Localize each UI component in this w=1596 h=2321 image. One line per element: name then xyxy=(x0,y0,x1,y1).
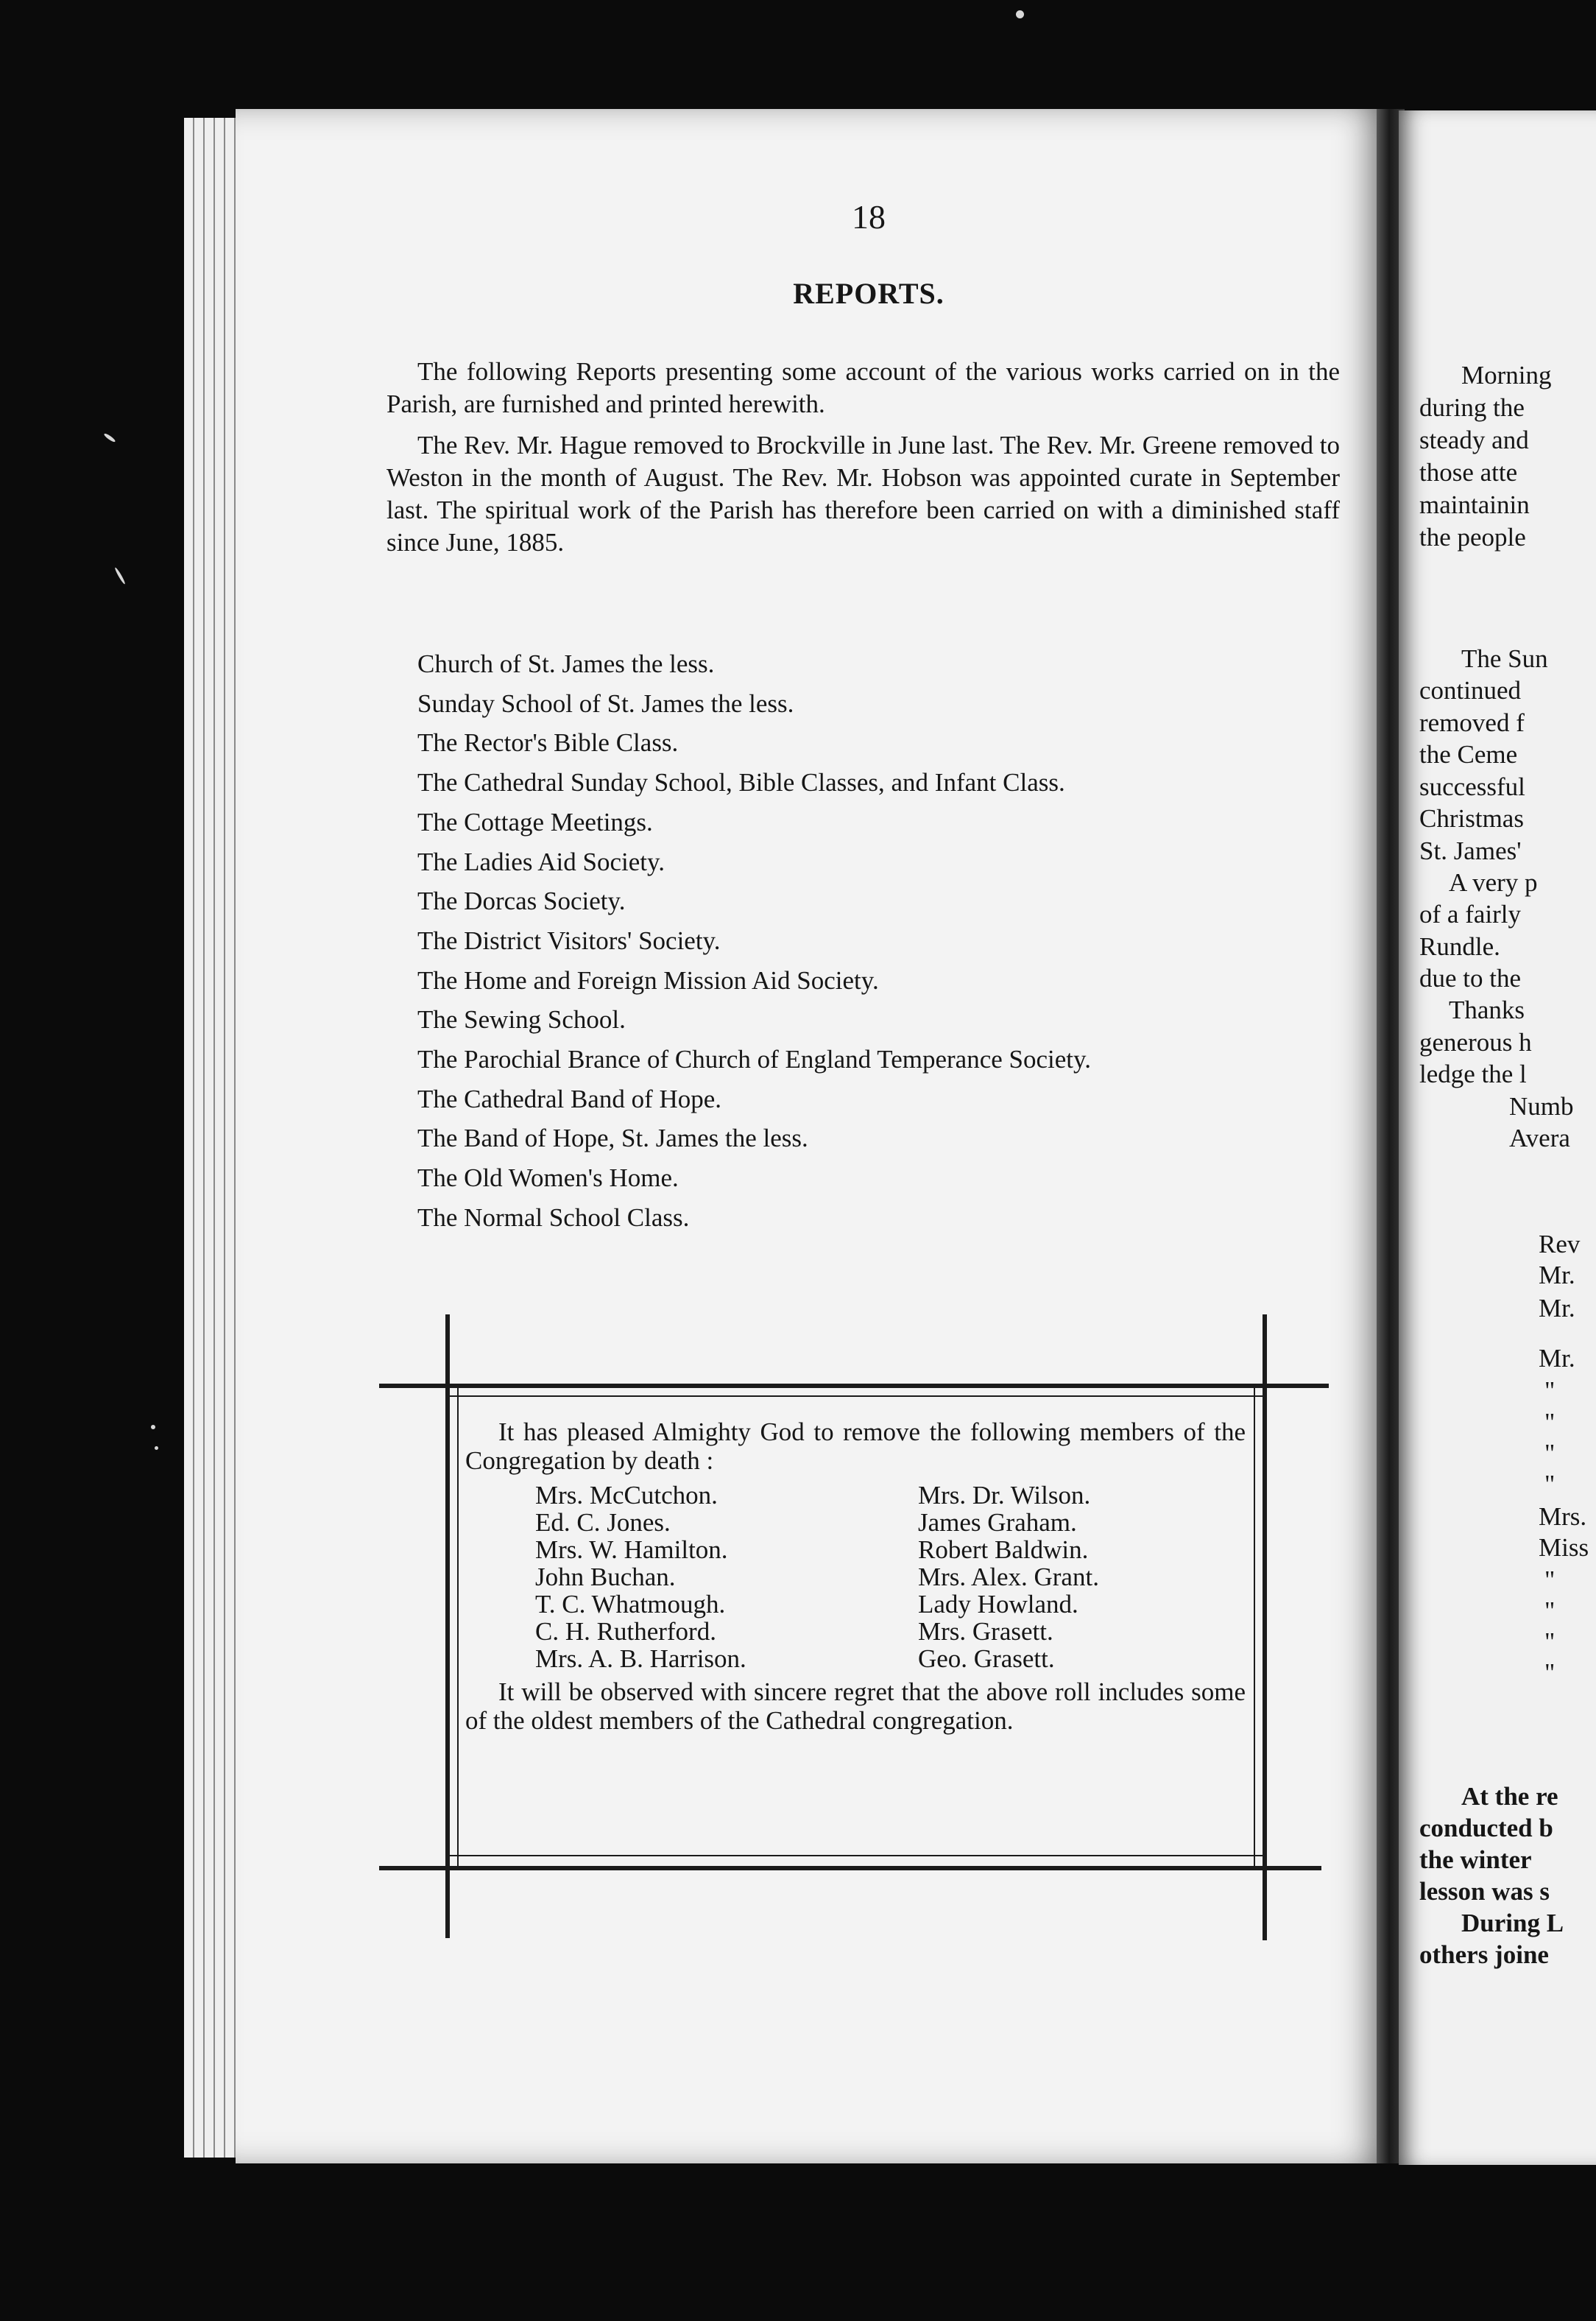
facing-page-text: during the xyxy=(1419,393,1525,422)
deceased-name: T. C. Whatmough. xyxy=(535,1590,726,1619)
deceased-name: Mrs. W. Hamilton. xyxy=(535,1535,728,1564)
deceased-names xyxy=(535,1481,1246,1672)
facing-page-text: St. James' xyxy=(1419,837,1522,865)
memorial-border-bottom xyxy=(379,1866,1321,1870)
facing-page-text: A very p xyxy=(1449,868,1538,897)
page-heading: REPORTS. xyxy=(793,277,944,310)
facing-page-text: maintainin xyxy=(1419,490,1530,519)
facing-page-text: " xyxy=(1544,1470,1556,1498)
report-item: The Old Women's Home. xyxy=(417,1163,679,1193)
deceased-name: Mrs. Alex. Grant. xyxy=(918,1563,1099,1591)
facing-page-text: continued xyxy=(1419,676,1522,705)
facing-page-text: those atte xyxy=(1419,458,1518,487)
facing-page-text: " xyxy=(1544,1565,1556,1594)
intro-paragraph: The Rev. Mr. Hague removed to Brockville in June last. The Rev. Mr. Greene removed to Weston in the month of August. The Rev. Mr. Hobson was appointed curate in September last. The spiritual work of the Parish has therefore been carried on with a diminished staff since June, 1885. xyxy=(386,431,1340,557)
facing-page-text: At the re xyxy=(1461,1782,1558,1811)
report-item: Sunday School of St. James the less. xyxy=(417,688,794,718)
facing-page-text: Christmas xyxy=(1419,804,1524,833)
deceased-name: C. H. Rutherford. xyxy=(535,1617,716,1646)
report-item: The Ladies Aid Society. xyxy=(417,847,665,876)
facing-page-text: During L xyxy=(1461,1909,1564,1937)
intro-paragraph: The following Reports presenting some account of the various works carried on in the Parish, are furnished and printed herewith. xyxy=(386,357,1340,418)
facing-page-text: removed f xyxy=(1419,708,1525,737)
facing-page-text: Thanks xyxy=(1449,996,1525,1024)
report-item: The Cathedral Band of Hope. xyxy=(417,1084,722,1113)
deceased-name: John Buchan. xyxy=(535,1563,676,1591)
facing-page-text: " xyxy=(1544,1408,1556,1437)
report-item: The Home and Foreign Mission Aid Society. xyxy=(417,965,879,995)
facing-page-text: ledge the l xyxy=(1419,1060,1527,1088)
facing-page-text: Numb xyxy=(1509,1092,1574,1121)
report-item: The Cathedral Sunday School, Bible Classes, and Infant Class. xyxy=(417,768,1065,797)
memorial-text xyxy=(465,1417,1246,1735)
report-item: Church of St. James the less. xyxy=(417,649,715,678)
deceased-name: Robert Baldwin. xyxy=(918,1535,1089,1564)
report-item: The Parochial Brance of Church of England Temperance Society. xyxy=(417,1045,1091,1074)
memorial-border-top xyxy=(379,1384,1329,1388)
facing-page-text: Rundle. xyxy=(1419,932,1500,961)
facing-page-text: Avera xyxy=(1509,1124,1570,1152)
facing-page-text: successful xyxy=(1419,772,1525,801)
facing-page-text: Rev xyxy=(1539,1230,1581,1258)
deceased-name: James Graham. xyxy=(918,1508,1077,1537)
facing-page-text: " xyxy=(1544,1376,1556,1405)
memorial-border-right xyxy=(1263,1314,1267,1940)
facing-page-text: generous h xyxy=(1419,1028,1532,1057)
deceased-name: Mrs. A. B. Harrison. xyxy=(535,1644,746,1673)
memorial-border-left xyxy=(445,1314,450,1938)
facing-page-text: The Sun xyxy=(1461,644,1548,673)
deceased-name: Mrs. McCutchon. xyxy=(535,1481,718,1510)
facing-page-text: others joine xyxy=(1419,1940,1549,1969)
facing-page-text: the winter xyxy=(1419,1845,1532,1874)
deceased-name: Lady Howland. xyxy=(918,1590,1078,1619)
facing-page-text: of a fairly xyxy=(1419,900,1521,929)
facing-page-text: due to the xyxy=(1419,964,1522,993)
facing-page-text: Morning xyxy=(1461,361,1552,390)
facing-page-text: Mr. xyxy=(1539,1344,1575,1373)
report-item: The District Visitors' Society. xyxy=(417,926,721,955)
facing-page-text: " xyxy=(1544,1627,1556,1656)
facing-page-text: Mr. xyxy=(1539,1294,1575,1322)
deceased-name: Mrs. Dr. Wilson. xyxy=(918,1481,1091,1510)
facing-page-text: conducted b xyxy=(1419,1814,1553,1842)
report-item: The Normal School Class. xyxy=(417,1202,690,1232)
report-item: The Band of Hope, St. James the less. xyxy=(417,1124,808,1153)
memorial-box xyxy=(375,1314,1332,1926)
facing-page-text: " xyxy=(1544,1439,1556,1468)
facing-page-text: Mrs. xyxy=(1539,1502,1587,1531)
deceased-name: Ed. C. Jones. xyxy=(535,1508,671,1537)
memorial-closing: It will be observed with sincere regret that the above roll includes some of the oldest members of the Cathedral congregation. xyxy=(465,1677,1246,1735)
reports-list xyxy=(417,644,1360,1238)
facing-page-text: Miss xyxy=(1539,1533,1589,1562)
report-item: The Cottage Meetings. xyxy=(417,807,653,837)
memorial-lead: It has pleased Almighty God to remove the following members of the Congregation by death : xyxy=(465,1417,1246,1475)
facing-page-text: " xyxy=(1544,1658,1556,1687)
facing-page-text: Mr. xyxy=(1539,1261,1575,1289)
deceased-name: Mrs. Grasett. xyxy=(918,1617,1053,1646)
facing-page-text: the people xyxy=(1419,523,1526,552)
facing-page-text: " xyxy=(1544,1596,1556,1625)
facing-page-text: steady and xyxy=(1419,426,1529,454)
report-item: The Dorcas Society. xyxy=(417,887,626,916)
report-item: The Rector's Bible Class. xyxy=(417,728,679,758)
intro-section xyxy=(386,356,1340,568)
facing-page-text: the Ceme xyxy=(1419,740,1518,769)
report-item: The Sewing School. xyxy=(417,1005,626,1035)
facing-page-text: lesson was s xyxy=(1419,1877,1550,1906)
deceased-name: Geo. Grasett. xyxy=(918,1644,1055,1673)
page-number: 18 xyxy=(852,198,886,236)
